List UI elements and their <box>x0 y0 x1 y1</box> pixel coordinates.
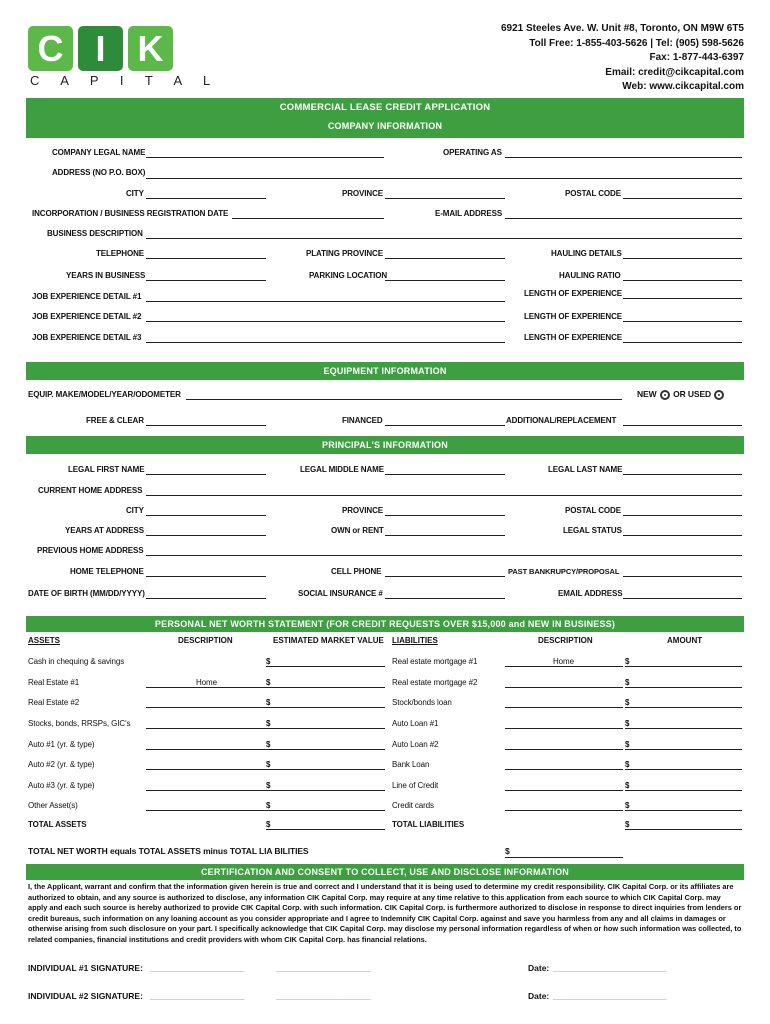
total-liabilities-label: TOTAL LIABILITIES <box>392 820 465 829</box>
liability-description-field[interactable] <box>505 769 623 770</box>
hauling-ratio-field[interactable] <box>623 280 742 281</box>
job-experience-1-field[interactable] <box>146 301 505 302</box>
sin-field[interactable] <box>385 598 505 599</box>
logo-letter-c: C <box>28 26 73 71</box>
liability-currency: $ <box>625 781 630 790</box>
liability-currency: $ <box>625 740 630 749</box>
date-2-label: Date: <box>528 991 550 1001</box>
asset-currency: $ <box>266 698 271 707</box>
job-experience-2-label: JOB EXPERIENCE DETAIL #2 <box>32 312 142 321</box>
length-experience-2-field[interactable] <box>623 321 742 322</box>
liability-label: Line of Credit <box>392 781 439 790</box>
liabilities-header: LIABILITIES <box>392 636 438 645</box>
asset-label: Auto #3 (yr. & type) <box>28 781 95 790</box>
contact-phones: Toll Free: 1-855-403-5626 | Tel: (905) 598-5626 <box>529 37 744 49</box>
asset-description-field[interactable] <box>146 687 266 688</box>
liability-amount-field[interactable] <box>625 790 742 791</box>
asset-value-field[interactable] <box>266 707 385 708</box>
used-radio[interactable] <box>714 390 724 400</box>
company-province-label: PROVINCE <box>342 189 383 198</box>
print-name-2-field[interactable]: ____________________ <box>276 991 371 1001</box>
liability-amount-field[interactable] <box>625 707 742 708</box>
asset-description-field[interactable] <box>146 810 266 811</box>
last-name-label: LEGAL LAST NAME <box>548 465 623 474</box>
principal-city-label: CITY <box>126 506 144 515</box>
incorporation-field[interactable] <box>232 218 384 219</box>
home-address-field[interactable] <box>146 495 742 496</box>
free-clear-field[interactable] <box>146 425 266 426</box>
liability-label: Auto Loan #1 <box>392 719 439 728</box>
principal-province-field[interactable] <box>385 515 505 516</box>
liability-description-value: Home <box>553 657 574 666</box>
liability-label: Credit cards <box>392 801 434 810</box>
financed-label: FINANCED <box>342 416 383 425</box>
company-address-field[interactable] <box>146 178 742 179</box>
assets-header: ASSETS <box>28 636 61 645</box>
length-experience-2-label: LENGTH OF EXPERIENCE <box>524 312 623 321</box>
date-1-field[interactable]: ________________________ <box>553 963 667 973</box>
asset-currency: $ <box>266 719 271 728</box>
networth-section-title: PERSONAL NET WORTH STATEMENT (FOR CREDIT REQUESTS OVER $15,000 and NEW IN BUSINESS) <box>26 616 744 632</box>
total-net-worth-currency: $ <box>505 846 510 856</box>
company-section-title: COMPANY INFORMATION <box>327 121 443 131</box>
first-name-label: LEGAL FIRST NAME <box>68 465 145 474</box>
years-in-business-field[interactable] <box>146 280 266 281</box>
equip-make-field[interactable] <box>186 399 622 400</box>
asset-value-field[interactable] <box>266 829 385 830</box>
length-experience-3-field[interactable] <box>623 342 742 343</box>
years-address-field[interactable] <box>146 535 266 536</box>
contact-address: 6921 Steeles Ave. W. Unit #8, Toronto, ON M9W 6T5 <box>500 23 744 34</box>
contact-block <box>501 22 744 95</box>
liability-amount-field[interactable] <box>625 829 742 830</box>
asset-value-field[interactable] <box>266 728 385 729</box>
additional-label: ADDITIONAL/REPLACEMENT <box>506 416 617 425</box>
years-in-business-label: YEARS IN BUSINESS <box>66 271 146 280</box>
signature-1-label: INDIVIDUAL #1 SIGNATURE: <box>28 963 143 973</box>
liability-label: Real estate mortgage #1 <box>392 657 478 666</box>
additional-field[interactable] <box>623 425 742 426</box>
asset-currency: $ <box>266 820 271 829</box>
signature-1-field[interactable]: ____________________ <box>150 963 245 973</box>
principal-city-field[interactable] <box>146 515 266 516</box>
liability-label: Bank Loan <box>392 760 430 769</box>
company-telephone-label: TELEPHONE <box>96 249 144 258</box>
equip-make-label: EQUIP. MAKE/MODEL/YEAR/ODOMETER <box>28 390 181 399</box>
liability-amount-field[interactable] <box>625 728 742 729</box>
company-telephone-field[interactable] <box>146 258 266 259</box>
liability-currency: $ <box>625 678 630 687</box>
liability-currency: $ <box>625 760 630 769</box>
liability-currency: $ <box>625 657 630 666</box>
legal-status-field[interactable] <box>623 535 742 536</box>
principal-postal-label: POSTAL CODE <box>565 506 621 515</box>
logo-letter-i: I <box>78 26 123 71</box>
total-assets-label: TOTAL ASSETS <box>28 820 87 829</box>
page-title: COMMERCIAL LEASE CREDIT APPLICATION <box>279 102 491 113</box>
liability-description-field[interactable] <box>505 810 623 811</box>
asset-description-value: Home <box>196 678 217 687</box>
job-experience-3-field[interactable] <box>146 342 505 343</box>
liability-amount-field[interactable] <box>625 687 742 688</box>
liability-label: Real estate mortgage #2 <box>392 678 478 687</box>
date-2-field[interactable]: ________________________ <box>553 991 667 1001</box>
asset-label: Auto #1 (yr. & type) <box>28 740 95 749</box>
asset-description-field[interactable] <box>146 790 266 791</box>
home-address-label: CURRENT HOME ADDRESS <box>38 486 143 495</box>
principal-section-title: PRINCIPAL'S INFORMATION <box>26 436 744 454</box>
print-name-1-field[interactable]: ____________________ <box>276 963 371 973</box>
new-radio[interactable] <box>660 390 670 400</box>
operating-as-field[interactable] <box>505 157 742 158</box>
job-experience-2-field[interactable] <box>146 321 505 322</box>
liability-description-header: DESCRIPTION <box>538 636 593 645</box>
dob-field[interactable] <box>146 598 266 599</box>
logo-subtitle: C A P I T A L <box>30 73 220 88</box>
years-address-label: YEARS AT ADDRESS <box>65 526 145 535</box>
total-net-worth-field[interactable] <box>505 857 623 858</box>
own-rent-label: OWN or RENT <box>331 526 384 535</box>
principal-email-field[interactable] <box>623 598 742 599</box>
company-postal-label: POSTAL CODE <box>565 189 621 198</box>
equipment-section-title: EQUIPMENT INFORMATION <box>26 362 744 380</box>
asset-label: Cash in chequing & savings <box>28 657 125 666</box>
signature-2-field[interactable]: ____________________ <box>150 991 245 1001</box>
liability-currency: $ <box>625 719 630 728</box>
liability-label: Stock/bonds loan <box>392 698 452 707</box>
asset-value-field[interactable] <box>266 687 385 688</box>
liability-description-field[interactable] <box>505 687 623 688</box>
job-experience-3-label: JOB EXPERIENCE DETAIL #3 <box>32 333 142 342</box>
dob-label: DATE OF BIRTH (MM/DD/YYYY) <box>28 589 145 598</box>
hauling-details-field[interactable] <box>623 258 742 259</box>
asset-description-field[interactable] <box>146 769 266 770</box>
liability-amount-field[interactable] <box>625 810 742 811</box>
company-email-field[interactable] <box>505 218 742 219</box>
asset-currency: $ <box>266 760 271 769</box>
liability-label: Auto Loan #2 <box>392 740 439 749</box>
logo-letter-k: K <box>128 26 173 71</box>
asset-label: Real Estate #2 <box>28 698 80 707</box>
asset-label: Real Estate #1 <box>28 678 80 687</box>
contact-email: Email: credit@cikcapital.com <box>605 66 744 78</box>
asset-description-field[interactable] <box>146 707 266 708</box>
previous-address-label: PREVIOUS HOME ADDRESS <box>37 546 144 555</box>
previous-address-field[interactable] <box>146 555 742 556</box>
company-city-label: CITY <box>126 189 144 198</box>
liability-currency: $ <box>625 801 630 810</box>
company-email-label: E-MAIL ADDRESS <box>435 209 503 218</box>
sin-label: SOCIAL INSURANCE # <box>298 589 383 598</box>
asset-currency: $ <box>266 801 271 810</box>
cert-text: I, the Applicant, warrant and confirm that the information given herein is true and correct and I understand that it is being used to determine my credit responsibility. CIK Capital Corp. or its affiliates are authorized to obtain, and any source is authorized to disclose, any information CIK Capital Corp. may require at any time relative to this application from each source to which CIK Capital Corp. may apply and each such source is hereby authorized to provide CIK Capital Corp. with such information. CIK Capital Corp. is furthermore authorized to disclose in response to direct inquiries from lenders or credit bureaus, such information on any loaning account as you consider appropriate and I agree to Indemnify CIK Capital Corp. against and save you harmless from any and all claims in damages or otherwise arising from such disclosure on your part. I specifically acknowledge that CIK Capital Corp. may disclose my personal information regardless of when or how such information was collected, to related companies, financial institutions and credit providers with whom CIK Capital Corp. has financial relations. <box>28 882 742 944</box>
principal-province-label: PROVINCE <box>342 506 383 515</box>
length-experience-3-label: LENGTH OF EXPERIENCE <box>524 333 623 342</box>
length-experience-1-field[interactable] <box>623 298 742 299</box>
cert-section-title: CERTIFICATION AND CONSENT TO COLLECT, USE AND DISCLOSE INFORMATION <box>26 864 744 880</box>
hauling-ratio-label: HAULING RATIO <box>559 271 621 280</box>
home-telephone-label: HOME TELEPHONE <box>70 567 144 576</box>
cell-phone-field[interactable] <box>385 576 505 577</box>
date-1-label: Date: <box>528 963 550 973</box>
middle-name-label: LEGAL MIDDLE NAME <box>300 465 384 474</box>
asset-value-field[interactable] <box>266 790 385 791</box>
parking-location-field[interactable] <box>385 280 505 281</box>
parking-location-label: PARKING LOCATION <box>309 271 388 280</box>
middle-name-field[interactable] <box>385 474 505 475</box>
asset-value-field[interactable] <box>266 666 385 667</box>
cell-phone-label: CELL PHONE <box>331 567 382 576</box>
business-description-field[interactable] <box>146 238 742 239</box>
principal-email-label: EMAIL ADDRESS <box>558 589 623 598</box>
company-legal-name-field[interactable] <box>146 157 384 158</box>
asset-description-header: DESCRIPTION <box>178 636 233 645</box>
bankruptcy-field[interactable] <box>623 576 742 577</box>
financed-field[interactable] <box>385 425 505 426</box>
asset-value-field[interactable] <box>266 749 385 750</box>
contact-fax: Fax: 1-877-443-6397 <box>649 52 744 63</box>
length-experience-1-label: LENGTH OF EXPERIENCE <box>524 289 623 298</box>
asset-currency: $ <box>266 657 271 666</box>
first-name-field[interactable] <box>146 474 266 475</box>
asset-currency: $ <box>266 678 271 687</box>
company-city-field[interactable] <box>146 198 266 199</box>
home-telephone-field[interactable] <box>146 576 266 577</box>
liability-description-field[interactable] <box>505 728 623 729</box>
liability-currency: $ <box>625 820 630 829</box>
liability-description-field[interactable] <box>505 707 623 708</box>
free-clear-label: FREE & CLEAR <box>86 416 144 425</box>
liability-amount-field[interactable] <box>625 666 742 667</box>
contact-web: Web: www.cikcapital.com <box>622 81 744 92</box>
operating-as-label: OPERATING AS <box>443 148 502 157</box>
own-rent-field[interactable] <box>385 535 505 536</box>
new-used-group <box>637 389 725 400</box>
asset-currency: $ <box>266 740 271 749</box>
company-legal-name-label: COMPANY LEGAL NAME <box>52 148 146 157</box>
liability-amount-field[interactable] <box>625 769 742 770</box>
asset-value-field[interactable] <box>266 810 385 811</box>
company-province-field[interactable] <box>385 198 505 199</box>
business-description-label: BUSINESS DESCRIPTION <box>47 229 143 238</box>
asset-currency: $ <box>266 781 271 790</box>
signature-2-label: INDIVIDUAL #2 SIGNATURE: <box>28 991 143 1001</box>
asset-description-field[interactable] <box>146 728 266 729</box>
asset-value-field[interactable] <box>266 769 385 770</box>
asset-label: Other Asset(s) <box>28 801 78 810</box>
new-label: NEW <box>637 389 657 399</box>
company-address-label: ADDRESS (NO P.O. BOX) <box>52 168 146 177</box>
liability-description-field[interactable] <box>505 790 623 791</box>
title-bar <box>26 98 744 138</box>
total-net-worth-label: TOTAL NET WORTH equals TOTAL ASSETS minus TOTAL LIA BILITIES <box>28 846 309 856</box>
liability-description-field[interactable] <box>505 749 623 750</box>
plating-province-field[interactable] <box>385 258 505 259</box>
principal-postal-field[interactable] <box>623 515 742 516</box>
hauling-details-label: HAULING DETAILS <box>551 249 622 258</box>
legal-status-label: LEGAL STATUS <box>563 526 622 535</box>
or-used-label: OR USED <box>673 389 712 399</box>
last-name-field[interactable] <box>623 474 742 475</box>
incorporation-label: INCORPORATION / BUSINESS REGISTRATION DATE <box>32 209 229 218</box>
amount-header: AMOUNT <box>667 636 703 645</box>
liability-description-field[interactable] <box>505 666 623 667</box>
plating-province-label: PLATING PROVINCE <box>306 249 383 258</box>
asset-label: Auto #2 (yr. & type) <box>28 760 95 769</box>
job-experience-1-label: JOB EXPERIENCE DETAIL #1 <box>32 292 142 301</box>
liability-currency: $ <box>625 698 630 707</box>
asset-description-field[interactable] <box>146 749 266 750</box>
asset-label: Stocks, bonds, RRSPs, GIC's <box>28 719 131 728</box>
liability-amount-field[interactable] <box>625 749 742 750</box>
company-postal-field[interactable] <box>623 198 742 199</box>
emv-header: ESTIMATED MARKET VALUE <box>273 636 384 645</box>
bankruptcy-label: PAST BANKRUPCY/PROPOSAL <box>508 567 620 576</box>
